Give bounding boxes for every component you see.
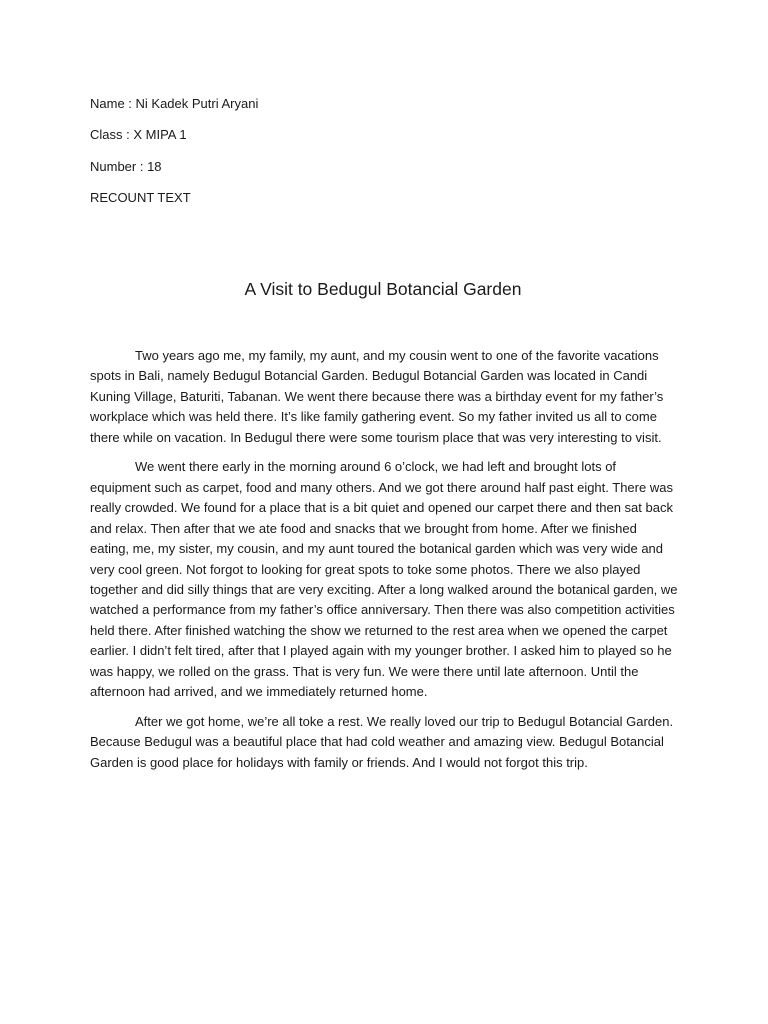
paragraph-orientation: Two years ago me, my family, my aunt, and my cousin went to one of the favorite vacations spots in Bali, namely Bedugul Botancial Garden. Bedugul Botancial Garden was located in Candi Kuning Village, Baturiti, Tabanan. We went there because there was a birthday event for my father’s workplace which was held there. It’s like family gathering event. So my father invited us all to come there while on vacation. In Bedugul there were some tourism place that was very interesting to visit. <box>90 348 664 445</box>
recount-body <box>90 346 678 782</box>
student-number: Number : 18 <box>90 158 162 174</box>
student-name: Name : Ni Kadek Putri Aryani <box>90 96 259 111</box>
paragraph-reorientation: After we got home, we’re all toke a rest. We really loved our trip to Bedugul Botancial Garden. Because Bedugul was a beautiful place that had cold weather and amazing view. Bedugul Botancial Garden is good place for holidays with family or friends. And I would not forgot this trip. <box>90 713 674 770</box>
document-title: A Visit to Bedugul Botancial Garden <box>244 279 522 299</box>
student-info <box>90 96 590 221</box>
student-class: Class : X MIPA 1 <box>90 127 187 143</box>
paragraph-events: We went there early in the morning around 6 o’clock, we had left and brought lots of equipment such as carpet, food and many others. And we got there around half past eight. There was really crowded. We found for a place that is a bit quiet and opened our carpet there and then sat back and relax. Then after that we ate food and snacks that we brought from home. After we finished eating, me, my sister, my cousin, and my aunt toured the botanical garden which was very wide and very cool green. Not forgot to looking for great spots to toke some photos. There we also played together and did silly things that are very exciting. After a long walked around the botanical garden, we watched a performance from my father’s office anniversary. Then there was also competition activities held there. After finished watching the show we returned to the rest area when we opened the carpet earlier. I didn’t felt tired, after that I played again with my younger brother. I asked him to played so he was happy, we rolled on the grass. That is very fun. We were there until late afternoon. Until the afternoon had arrived, and we immediately returned home. <box>90 459 678 700</box>
text-type-label: RECOUNT TEXT <box>90 189 191 205</box>
